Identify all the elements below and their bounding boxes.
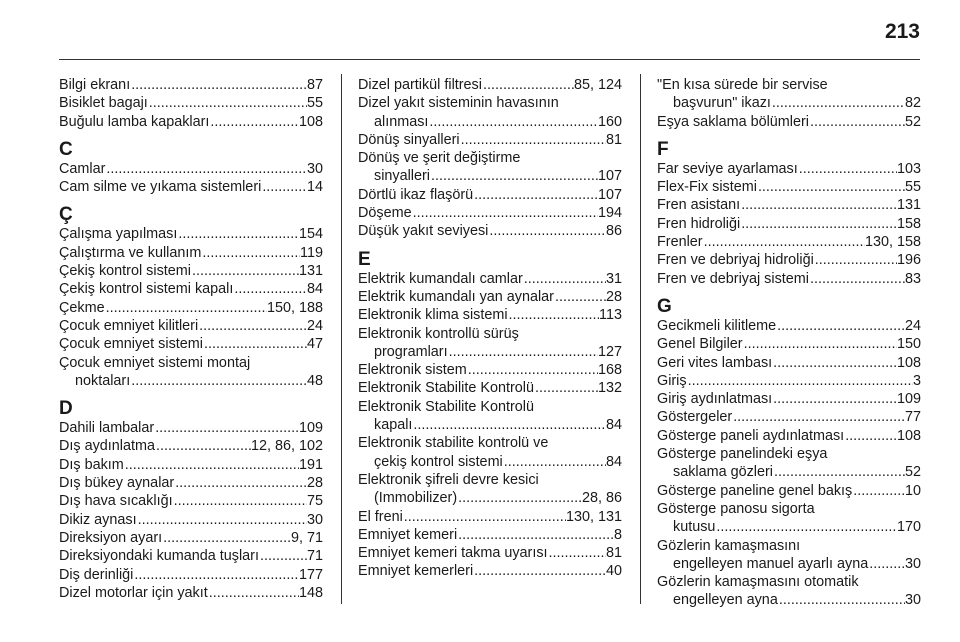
entry-page: 24 bbox=[904, 317, 921, 334]
entry-text: Dış bükey aynalar bbox=[59, 475, 175, 492]
index-section bbox=[59, 140, 323, 197]
entry-text: Diş derinliği bbox=[59, 566, 134, 583]
dot-leader bbox=[852, 482, 905, 500]
section-letter: F bbox=[657, 138, 669, 160]
index-entry bbox=[657, 500, 921, 537]
entry-page: 55 bbox=[904, 179, 921, 196]
dot-leader bbox=[448, 343, 598, 361]
entry-text: Cam silme ve yıkama sistemleri bbox=[59, 179, 262, 196]
dot-leader bbox=[177, 225, 299, 243]
entry-text: Genel Bilgiler bbox=[657, 336, 743, 353]
dot-leader bbox=[776, 317, 905, 335]
dot-leader bbox=[757, 178, 905, 196]
entry-page: 86 bbox=[605, 223, 622, 240]
entry-page: 109 bbox=[298, 420, 323, 437]
entry-page: 71 bbox=[306, 548, 323, 565]
entry-text: Elektronik sistem bbox=[358, 362, 467, 379]
dot-leader bbox=[208, 584, 299, 602]
dot-leader bbox=[523, 270, 606, 288]
entry-text: El freni bbox=[358, 508, 403, 525]
dot-leader bbox=[233, 280, 307, 298]
dot-leader bbox=[428, 113, 598, 131]
index-entry bbox=[59, 566, 323, 584]
dot-leader bbox=[105, 160, 307, 178]
entry-page: 48 bbox=[306, 372, 323, 389]
entry-text: Fren asistanı bbox=[657, 197, 741, 214]
index-entry bbox=[657, 482, 921, 500]
index-entry bbox=[657, 196, 921, 214]
entry-page: 28, 86 bbox=[581, 490, 622, 507]
entry-page: 10 bbox=[904, 482, 921, 499]
entry-text: Gösterge panosu sigorta bbox=[657, 500, 815, 517]
entry-text: Camlar bbox=[59, 160, 106, 177]
dot-leader bbox=[740, 215, 897, 233]
index-entry bbox=[358, 186, 622, 204]
index-entry bbox=[657, 390, 921, 408]
entry-page: 47 bbox=[306, 336, 323, 353]
index-entry bbox=[657, 573, 921, 610]
index-entry bbox=[657, 113, 921, 131]
index-section bbox=[657, 297, 921, 610]
entry-text: saklama gözleri bbox=[673, 464, 773, 481]
index-entry bbox=[59, 178, 323, 196]
dot-leader bbox=[173, 492, 307, 510]
entry-text: Emniyet kemerleri bbox=[358, 563, 474, 580]
section-letter: G bbox=[657, 295, 672, 317]
entry-text: Döşeme bbox=[358, 205, 412, 222]
entry-page: 30 bbox=[904, 555, 921, 572]
entry-text: Fren ve debriyaj hidroliği bbox=[657, 252, 814, 269]
index-section bbox=[657, 76, 921, 131]
entry-text: Fren ve debriyaj sistemi bbox=[657, 270, 809, 287]
entry-text: Elektrik kumandalı yan aynalar bbox=[358, 288, 554, 305]
entry-page: 158 bbox=[896, 215, 921, 232]
entry-text: Göstergeler bbox=[657, 409, 733, 426]
index-entry bbox=[657, 335, 921, 353]
entry-text: Buğulu lamba kapakları bbox=[59, 113, 210, 130]
entry-text: Elektronik Stabilite Kontrolü bbox=[358, 398, 534, 415]
entry-text: Elektrik kumandalı camlar bbox=[358, 270, 523, 287]
index-section bbox=[59, 76, 323, 131]
entry-page: 170 bbox=[896, 519, 921, 536]
dot-leader bbox=[412, 204, 598, 222]
entry-text: Bilgi ekranı bbox=[59, 77, 131, 93]
index-entry bbox=[59, 511, 323, 529]
entry-text: programları bbox=[374, 343, 448, 360]
index-entry bbox=[657, 251, 921, 269]
entry-text: Direksiyon ayarı bbox=[59, 529, 163, 546]
index-entry bbox=[59, 529, 323, 547]
entry-text: Düşük yakıt seviyesi bbox=[358, 223, 489, 240]
entry-page: 30 bbox=[904, 592, 921, 609]
entry-text: sinyalleri bbox=[374, 168, 430, 185]
entry-page: 12, 86, 102 bbox=[250, 438, 323, 455]
entry-page: 127 bbox=[597, 343, 622, 360]
entry-text: Dönüş ve şerit değiştirme bbox=[358, 150, 521, 167]
index-entry bbox=[358, 149, 622, 186]
dot-leader bbox=[467, 361, 598, 379]
index-entry bbox=[657, 445, 921, 482]
entry-text: Eşya saklama bölümleri bbox=[657, 113, 809, 130]
dot-leader bbox=[412, 416, 606, 434]
entry-text: Frenler bbox=[657, 234, 703, 251]
entry-page: 14 bbox=[306, 179, 323, 196]
index-entry bbox=[59, 584, 323, 602]
entry-text: (Immobilizer) bbox=[374, 490, 458, 507]
entry-text: Çalışma yapılması bbox=[59, 226, 178, 243]
dot-leader bbox=[403, 508, 566, 526]
index-entry bbox=[358, 222, 622, 240]
dot-leader bbox=[473, 186, 598, 204]
dot-leader bbox=[554, 288, 606, 306]
entry-text: Dizel partikül filtresi bbox=[358, 77, 482, 93]
dot-leader bbox=[154, 419, 299, 437]
index-entry bbox=[358, 288, 622, 306]
index-entry bbox=[358, 94, 622, 131]
entry-text: kapalı bbox=[374, 417, 413, 434]
header-rule bbox=[59, 59, 920, 60]
entry-text: Çocuk emniyet sistemi montaj bbox=[59, 354, 251, 371]
dot-leader bbox=[162, 529, 291, 547]
dot-leader bbox=[203, 335, 307, 353]
dot-leader bbox=[743, 335, 897, 353]
index-entry bbox=[657, 372, 921, 390]
dot-leader bbox=[482, 76, 574, 94]
index-entry bbox=[59, 94, 323, 112]
entry-text: Dizel yakıt sisteminin havasının bbox=[358, 95, 559, 112]
dot-leader bbox=[814, 251, 897, 269]
entry-text: Flex-Fix sistemi bbox=[657, 179, 757, 196]
dot-leader bbox=[137, 511, 307, 529]
dot-leader bbox=[773, 463, 905, 481]
index-entry bbox=[657, 427, 921, 445]
entry-page: 108 bbox=[896, 354, 921, 371]
page-number: 213 bbox=[884, 20, 920, 43]
index-entry bbox=[59, 299, 323, 317]
index-entry bbox=[59, 419, 323, 437]
dot-leader bbox=[715, 518, 897, 536]
index-entry bbox=[657, 537, 921, 574]
dot-leader bbox=[201, 244, 300, 262]
dot-leader bbox=[778, 591, 905, 609]
index-entry bbox=[358, 306, 622, 324]
column-divider bbox=[341, 74, 342, 604]
index-entry bbox=[657, 233, 921, 251]
entry-text: çekiş kontrol sistemi bbox=[374, 453, 503, 470]
dot-leader bbox=[259, 547, 307, 565]
entry-page: 108 bbox=[896, 427, 921, 444]
dot-leader bbox=[732, 408, 905, 426]
entry-page: 8 bbox=[613, 526, 622, 543]
entry-text: Elektronik stabilite kontrolü ve bbox=[358, 435, 549, 452]
dot-leader bbox=[191, 262, 299, 280]
entry-page: 81 bbox=[605, 545, 622, 562]
entry-text: Elektronik klima sistemi bbox=[358, 307, 508, 324]
index-entry bbox=[59, 354, 323, 391]
entry-text: Dış hava sıcaklığı bbox=[59, 493, 173, 510]
entry-page: 103 bbox=[896, 160, 921, 177]
entry-page: 84 bbox=[605, 453, 622, 470]
index-entry bbox=[358, 562, 622, 580]
dot-leader bbox=[148, 94, 307, 112]
column-divider bbox=[640, 74, 641, 604]
index-entry bbox=[657, 408, 921, 426]
index-entry bbox=[358, 76, 622, 94]
entry-page: 40 bbox=[605, 563, 622, 580]
dot-leader bbox=[130, 372, 307, 390]
index-entry bbox=[657, 178, 921, 196]
index-entry bbox=[657, 215, 921, 233]
index-entry bbox=[358, 398, 622, 435]
index-entry bbox=[358, 270, 622, 288]
dot-leader bbox=[703, 233, 865, 251]
entry-text: Gecikmeli kilitleme bbox=[657, 317, 777, 334]
index-entry bbox=[59, 262, 323, 280]
entry-page: 131 bbox=[298, 263, 323, 280]
dot-leader bbox=[130, 76, 307, 94]
entry-text: Fren hidroliği bbox=[657, 215, 741, 232]
entry-page: 130, 158 bbox=[864, 234, 921, 251]
index-entry bbox=[358, 131, 622, 149]
dot-leader bbox=[473, 562, 606, 580]
entry-page: 82 bbox=[904, 95, 921, 112]
index-entry bbox=[657, 317, 921, 335]
dot-leader bbox=[198, 317, 307, 335]
index-entry bbox=[657, 354, 921, 372]
dot-leader bbox=[534, 379, 598, 397]
entry-text: Çalıştırma ve kullanım bbox=[59, 244, 202, 261]
dot-leader bbox=[772, 354, 897, 372]
entry-page: 85, 124 bbox=[573, 77, 622, 93]
index-entry bbox=[358, 379, 622, 397]
entry-page: 81 bbox=[605, 131, 622, 148]
index-entry bbox=[657, 76, 921, 113]
dot-leader bbox=[503, 453, 606, 471]
index-entry bbox=[59, 474, 323, 492]
entry-text: engelleyen ayna bbox=[673, 592, 778, 609]
entry-page: 84 bbox=[605, 417, 622, 434]
dot-leader bbox=[430, 167, 598, 185]
entry-page: 150 bbox=[896, 336, 921, 353]
index-entry bbox=[59, 160, 323, 178]
entry-text: Gösterge panelindeki eşya bbox=[657, 446, 828, 463]
index-entry bbox=[358, 434, 622, 471]
index-entry bbox=[59, 492, 323, 510]
entry-page: 75 bbox=[306, 493, 323, 510]
dot-leader bbox=[460, 131, 606, 149]
index-section bbox=[358, 76, 622, 241]
entry-text: Elektronik Stabilite Kontrolü bbox=[358, 380, 534, 397]
entry-text: Emniyet kemeri bbox=[358, 526, 458, 543]
entry-page: 154 bbox=[298, 226, 323, 243]
dot-leader bbox=[261, 178, 307, 196]
dot-leader bbox=[809, 270, 905, 288]
entry-text: Direksiyondaki kumanda tuşları bbox=[59, 548, 259, 565]
dot-leader bbox=[687, 372, 913, 390]
entry-text: Dörtlü ikaz flaşörü bbox=[358, 186, 474, 203]
entry-page: 84 bbox=[306, 281, 323, 298]
entry-text: Çocuk emniyet kilitleri bbox=[59, 317, 199, 334]
index-entry bbox=[59, 244, 323, 262]
entry-page: 160 bbox=[597, 113, 622, 130]
index-column-3 bbox=[657, 76, 921, 610]
entry-page: 107 bbox=[597, 168, 622, 185]
entry-page: 3 bbox=[912, 372, 921, 389]
index-entry bbox=[358, 325, 622, 362]
entry-text: Dizel motorlar için yakıt bbox=[59, 584, 208, 601]
entry-page: 132 bbox=[597, 380, 622, 397]
entry-text: Çekiş kontrol sistemi kapalı bbox=[59, 281, 234, 298]
section-letter: C bbox=[59, 138, 73, 160]
index-entry bbox=[59, 456, 323, 474]
dot-leader bbox=[105, 299, 267, 317]
entry-text: Gözlerin kamaşmasını bbox=[657, 537, 801, 554]
entry-page: 77 bbox=[904, 409, 921, 426]
index-entry bbox=[358, 471, 622, 508]
index-entry bbox=[358, 361, 622, 379]
entry-page: 30 bbox=[306, 160, 323, 177]
entry-text: engelleyen manuel ayarlı ayna bbox=[673, 555, 869, 572]
entry-text: Giriş bbox=[657, 372, 687, 389]
dot-leader bbox=[868, 555, 905, 573]
entry-text: Geri vites lambası bbox=[657, 354, 773, 371]
entry-page: 130, 131 bbox=[565, 508, 622, 525]
dot-leader bbox=[155, 437, 251, 455]
entry-page: 107 bbox=[597, 186, 622, 203]
index-entry bbox=[59, 547, 323, 565]
index-section bbox=[59, 399, 323, 602]
index-entry bbox=[358, 204, 622, 222]
entry-text: başvurun" ikazı bbox=[673, 95, 771, 112]
index-entry bbox=[59, 280, 323, 298]
entry-page: 83 bbox=[904, 270, 921, 287]
dot-leader bbox=[174, 474, 307, 492]
index-entry bbox=[59, 437, 323, 455]
dot-leader bbox=[133, 566, 299, 584]
entry-text: Gözlerin kamaşmasını otomatik bbox=[657, 574, 859, 591]
dot-leader bbox=[457, 489, 582, 507]
dot-leader bbox=[771, 94, 905, 112]
entry-page: 108 bbox=[298, 113, 323, 130]
entry-text: Çekiş kontrol sistemi bbox=[59, 263, 191, 280]
entry-text: Giriş aydınlatması bbox=[657, 391, 773, 408]
entry-text: Dönüş sinyalleri bbox=[358, 131, 460, 148]
entry-text: kutusu bbox=[673, 519, 716, 536]
index-column-1 bbox=[59, 76, 323, 602]
entry-page: 28 bbox=[306, 475, 323, 492]
entry-text: Dikiz aynası bbox=[59, 511, 137, 528]
dot-leader bbox=[809, 113, 905, 131]
dot-leader bbox=[772, 390, 897, 408]
entry-text: Dahili lambalar bbox=[59, 420, 155, 437]
dot-leader bbox=[508, 306, 600, 324]
dot-leader bbox=[548, 544, 606, 562]
index-section bbox=[59, 205, 323, 390]
index-entry bbox=[59, 113, 323, 131]
entry-text: Çekme bbox=[59, 299, 105, 316]
dot-leader bbox=[488, 222, 606, 240]
entry-text: Dış aydınlatma bbox=[59, 438, 155, 455]
dot-leader bbox=[844, 427, 897, 445]
entry-text: Çocuk emniyet sistemi bbox=[59, 336, 203, 353]
dot-leader bbox=[209, 113, 299, 131]
entry-text: Elektronik şifreli devre kesici bbox=[358, 471, 539, 488]
entry-page: 109 bbox=[896, 391, 921, 408]
entry-text: Gösterge paneline genel bakış bbox=[657, 482, 853, 499]
entry-text: Gösterge paneli aydınlatması bbox=[657, 427, 845, 444]
entry-page: 196 bbox=[896, 252, 921, 269]
dot-leader bbox=[457, 526, 614, 544]
entry-page: 177 bbox=[298, 566, 323, 583]
entry-page: 150, 188 bbox=[266, 299, 323, 316]
entry-page: 52 bbox=[904, 464, 921, 481]
entry-page: 131 bbox=[896, 197, 921, 214]
entry-page: 52 bbox=[904, 113, 921, 130]
index-column-2 bbox=[358, 76, 622, 581]
entry-page: 31 bbox=[605, 270, 622, 287]
entry-page: 148 bbox=[298, 584, 323, 601]
index-entry bbox=[59, 76, 323, 94]
dot-leader bbox=[740, 196, 897, 214]
entry-page: 55 bbox=[306, 95, 323, 112]
dot-leader bbox=[124, 456, 299, 474]
entry-page: 28 bbox=[605, 288, 622, 305]
dot-leader bbox=[798, 160, 897, 178]
entry-text: Bisiklet bagajı bbox=[59, 95, 148, 112]
index-section bbox=[358, 250, 622, 581]
entry-page: 24 bbox=[306, 317, 323, 334]
entry-text: Dış bakım bbox=[59, 456, 124, 473]
index-entry bbox=[59, 335, 323, 353]
index-entry bbox=[657, 160, 921, 178]
entry-page: 119 bbox=[300, 244, 323, 261]
index-entry bbox=[59, 317, 323, 335]
entry-text: Far seviye ayarlaması bbox=[657, 160, 798, 177]
entry-text: "En kısa sürede bir servise bbox=[657, 77, 828, 93]
index-entry bbox=[358, 508, 622, 526]
section-letter: Ç bbox=[59, 204, 73, 226]
entry-page: 191 bbox=[298, 456, 323, 473]
entry-page: 113 bbox=[599, 307, 622, 324]
entry-page: 87 bbox=[306, 77, 323, 93]
entry-page: 194 bbox=[597, 205, 622, 222]
index-section bbox=[657, 140, 921, 288]
entry-text: noktaları bbox=[75, 372, 131, 389]
entry-text: Elektronik kontrollü sürüş bbox=[358, 325, 519, 342]
section-letter: E bbox=[358, 248, 371, 270]
entry-text: alınması bbox=[374, 113, 429, 130]
entry-text: Emniyet kemeri takma uyarısı bbox=[358, 545, 548, 562]
entry-page: 9, 71 bbox=[290, 529, 323, 546]
section-letter: D bbox=[59, 398, 73, 420]
index-entry bbox=[358, 526, 622, 544]
entry-page: 30 bbox=[306, 511, 323, 528]
index-entry bbox=[358, 544, 622, 562]
index-entry bbox=[59, 225, 323, 243]
index-entry bbox=[657, 270, 921, 288]
entry-page: 168 bbox=[597, 362, 622, 379]
